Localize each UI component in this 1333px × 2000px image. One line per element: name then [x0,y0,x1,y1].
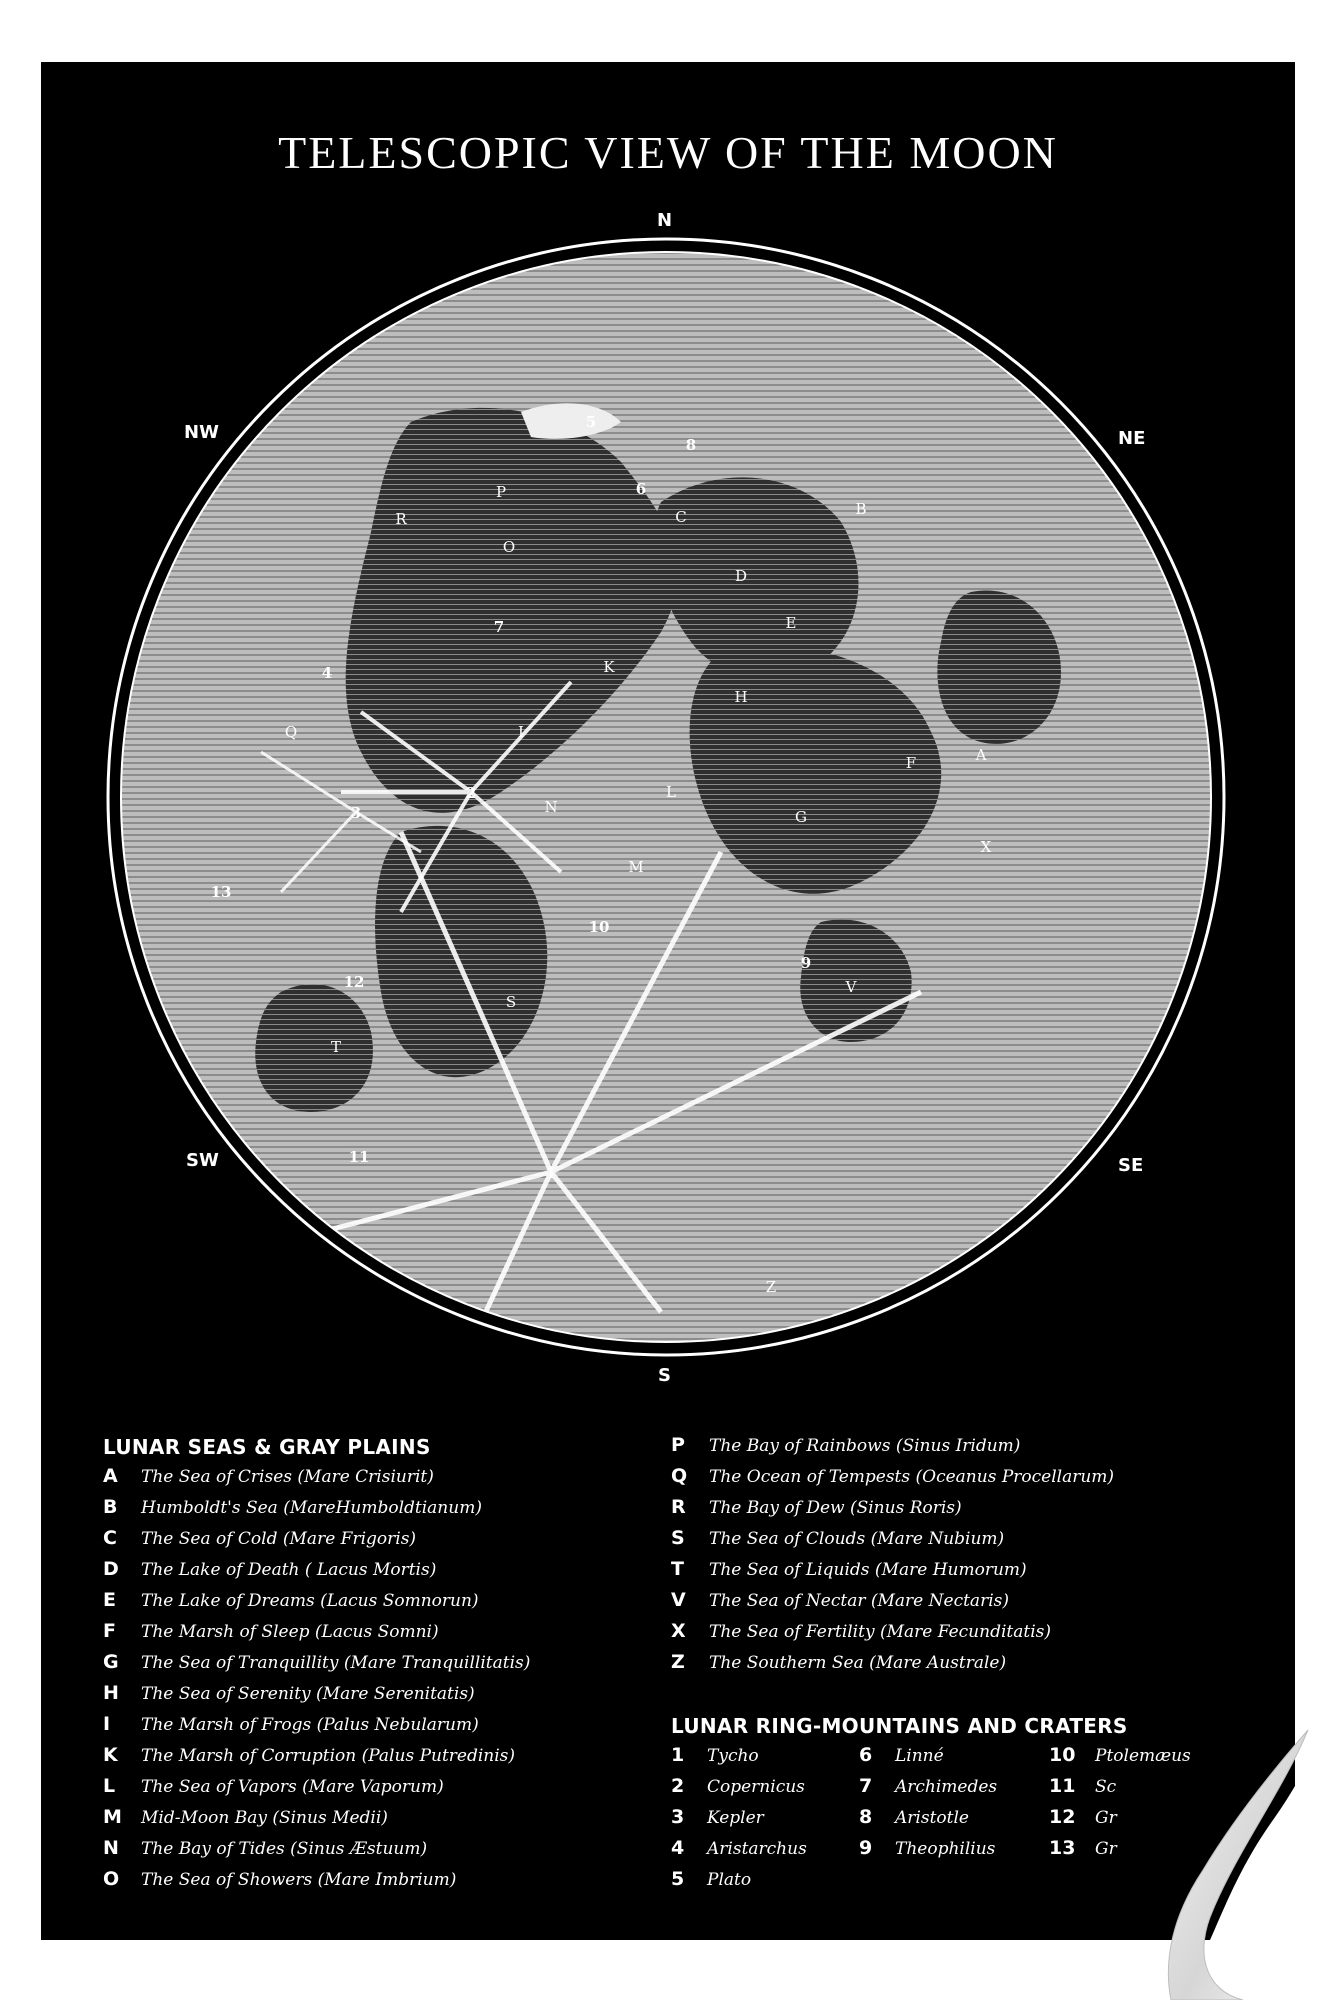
list-item [859,1771,997,1802]
crater-key: 2 [671,1775,685,1797]
crater-name: Aristotle [895,1808,969,1828]
map-label-sea: Z [765,1278,777,1296]
sea-name: The Bay of Tides (Sinus Æstuum) [141,1839,428,1859]
craters-col-2 [859,1740,997,1864]
map-label-sea: C [675,508,687,526]
crater-key: 1 [671,1744,685,1766]
map-label-crater: 9 [800,954,812,972]
list-item [103,1864,530,1895]
sea-key: K [103,1744,118,1766]
sea-key: Z [671,1651,685,1673]
sea-name: The Sea of Showers (Mare Imbrium) [141,1870,457,1890]
crater-name: Gr [1095,1808,1117,1828]
sea-name: The Sea of Tranquillity (Mare Tranquillitatis) [141,1653,531,1673]
sea-key: E [103,1589,116,1611]
list-item [671,1585,1114,1616]
sea-key: F [103,1620,116,1642]
sea-key: N [103,1837,119,1859]
crater-name: Ptolemæus [1095,1746,1191,1766]
crater-name: Tycho [707,1746,759,1766]
poster-title: TELESCOPIC VIEW OF THE MOON [278,127,1058,178]
crater-key: 5 [671,1868,685,1890]
list-item [103,1523,530,1554]
sea-name: The Sea of Crises (Mare Crisiurit) [141,1467,434,1487]
crater-key: 13 [1049,1837,1076,1859]
sea-name: The Marsh of Sleep (Lacus Somni) [141,1622,439,1642]
sea-key: I [103,1713,111,1735]
sea-key: B [103,1496,118,1518]
list-item [103,1554,530,1585]
mare-humorum [255,984,373,1112]
map-label-sea: T [330,1038,342,1056]
sea-key: D [103,1558,119,1580]
sea-key: P [671,1434,685,1456]
list-item [103,1771,530,1802]
crater-key: 7 [859,1775,873,1797]
sea-name: The Bay of Rainbows (Sinus Iridum) [709,1436,1021,1456]
page-curl [1133,1700,1333,2000]
sea-key: R [671,1496,686,1518]
sea-key: T [671,1558,684,1580]
crater-key: 4 [671,1837,685,1859]
list-item [103,1647,530,1678]
sea-name: The Marsh of Corruption (Palus Putredinis) [141,1746,516,1766]
sea-name: The Sea of Liquids (Mare Humorum) [709,1560,1027,1580]
sea-key: H [103,1682,119,1704]
map-label-crater: 8 [685,436,697,454]
list-item [103,1833,530,1864]
crater-name: Sc [1095,1777,1117,1797]
map-label-sea: V [845,978,857,996]
list-item [671,1616,1114,1647]
sea-key: V [671,1589,686,1611]
compass-north: N [657,210,673,231]
map-label-sea: Q [284,723,298,741]
crater-name: Gr [1095,1839,1117,1859]
sea-key: A [103,1465,118,1487]
list-item [103,1585,530,1616]
list-item [671,1461,1114,1492]
map-label-crater: 10 [588,918,610,936]
sea-key: O [103,1868,120,1890]
crater-name: Kepler [707,1808,764,1828]
list-item [671,1740,807,1771]
list-item [103,1709,530,1740]
map-label-sea: G [795,808,807,826]
sea-key: S [671,1527,685,1549]
sea-name: The Lake of Dreams (Lacus Somnorun) [141,1591,479,1611]
map-label-sea: E [785,614,797,632]
crater-name: Copernicus [707,1777,805,1797]
sea-key: M [103,1806,122,1828]
seas-heading: LUNAR SEAS & GRAY PLAINS [103,1435,431,1459]
list-item [671,1554,1114,1585]
crater-key: 11 [1049,1775,1076,1797]
sea-name: The Ocean of Tempests (Oceanus Procellarum) [709,1467,1115,1487]
sea-key: X [671,1620,686,1642]
map-label-sea: P [495,483,507,501]
map-label-crater: 4 [321,664,333,682]
sea-name: The Lake of Death ( Lacus Mortis) [141,1560,437,1580]
map-label-sea: R [395,510,407,528]
crater-key: 12 [1049,1806,1076,1828]
list-item [671,1430,1114,1461]
map-label-crater: 2 [465,784,477,802]
map-label-sea: X [980,838,992,856]
map-label-sea: L [666,783,676,801]
map-label-sea: I [518,723,524,741]
list-item [103,1461,530,1492]
sea-name: The Bay of Dew (Sinus Roris) [709,1498,962,1518]
crater-key: 3 [671,1806,685,1828]
map-label-crater: 13 [210,883,232,901]
list-item [859,1802,997,1833]
list-item [671,1833,807,1864]
crater-name: Linné [895,1746,944,1766]
list-item [671,1802,807,1833]
map-label-sea: N [544,798,558,816]
compass-southwest: SW [186,1150,219,1171]
list-item [671,1864,807,1895]
sea-key: G [103,1651,119,1673]
list-item [671,1523,1114,1554]
map-label-sea: D [734,567,748,585]
map-label-sea: O [502,538,516,556]
list-item [671,1492,1114,1523]
map-label-crater: 5 [585,413,597,431]
poster [41,62,1295,1940]
map-label-crater: 7 [493,618,505,636]
list-item [103,1802,530,1833]
crater-key: 10 [1049,1744,1076,1766]
map-label-sea: B [855,500,867,518]
crater-key: 9 [859,1837,873,1859]
map-label-sea: H [734,688,748,706]
sea-name: The Marsh of Frogs (Palus Nebularum) [141,1715,479,1735]
list-item [103,1492,530,1523]
moon-map [101,232,1231,1362]
seas-list-right [671,1430,1114,1678]
map-label-crater: 6 [635,480,647,498]
crater-key: 8 [859,1806,873,1828]
map-label-sea: K [603,658,615,676]
sea-key: C [103,1527,117,1549]
map-label-crater: 3 [350,804,362,822]
compass-northwest: NW [184,422,219,443]
crater-key: 6 [859,1744,873,1766]
sea-name: Humboldt's Sea (MareHumboldtianum) [141,1498,482,1518]
compass-northeast: NE [1118,428,1146,449]
list-item [671,1771,807,1802]
sea-name: The Southern Sea (Mare Australe) [709,1653,1007,1673]
crater-name: Plato [707,1870,752,1890]
list-item [103,1678,530,1709]
sea-name: The Sea of Serenity (Mare Serenitatis) [141,1684,475,1704]
sea-key: Q [671,1465,688,1487]
crater-name: Archimedes [895,1777,998,1797]
craters-heading: LUNAR RING-MOUNTAINS AND CRATERS [671,1714,1128,1738]
map-label-crater: 1 [545,1164,557,1182]
list-item [859,1833,997,1864]
sea-name: The Sea of Fertility (Mare Fecunditatis) [709,1622,1051,1642]
seas-list-left [103,1461,530,1895]
map-label-sea: S [505,993,517,1011]
crater-name: Theophilius [895,1839,996,1859]
list-item [859,1740,997,1771]
map-label-sea: M [628,858,644,876]
list-item [103,1616,530,1647]
compass-south: S [658,1365,671,1386]
map-label-sea: F [905,754,917,772]
sea-name: Mid-Moon Bay (Sinus Medii) [141,1808,388,1828]
sea-name: The Sea of Vapors (Mare Vaporum) [141,1777,444,1797]
map-label-crater: 12 [343,973,365,991]
sea-name: The Sea of Nectar (Mare Nectaris) [709,1591,1009,1611]
sea-name: The Sea of Clouds (Mare Nubium) [709,1529,1005,1549]
list-item [103,1740,530,1771]
map-label-sea: A [975,746,987,764]
sea-name: The Sea of Cold (Mare Frigoris) [141,1529,417,1549]
crater-name: Aristarchus [707,1839,807,1859]
list-item [671,1647,1114,1678]
sea-key: L [103,1775,116,1797]
map-label-crater: 11 [348,1148,370,1166]
craters-col-1 [671,1740,807,1895]
compass-southeast: SE [1118,1155,1144,1176]
